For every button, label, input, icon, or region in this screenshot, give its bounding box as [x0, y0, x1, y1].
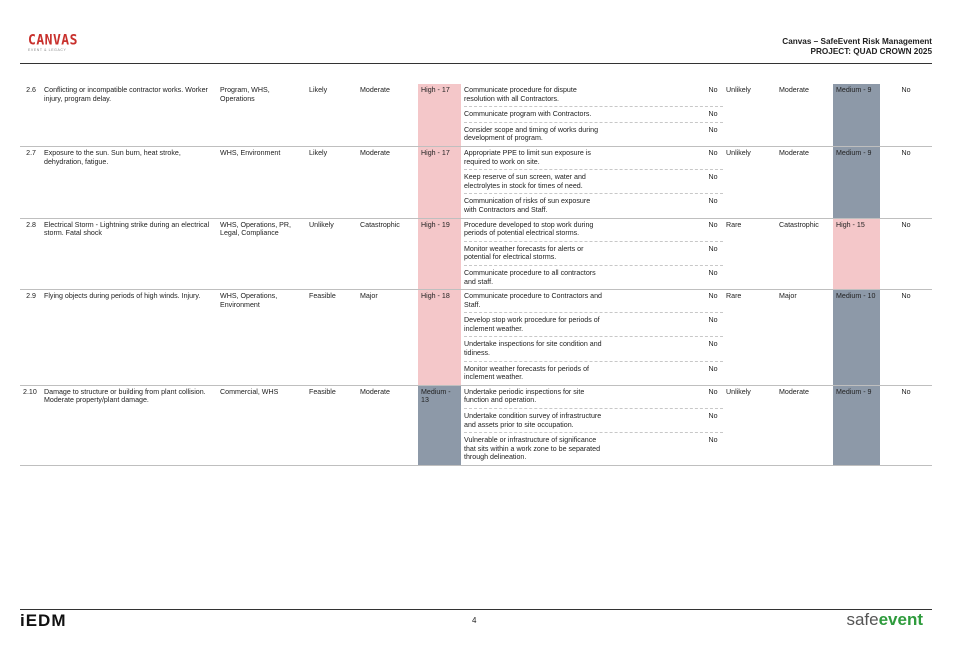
- risk-category: WHS, Operations, Environment: [217, 290, 306, 386]
- inherent-likelihood: Feasible: [306, 290, 357, 386]
- controls-cell: [461, 218, 723, 290]
- control-item: [464, 388, 723, 409]
- risk-accepted: No: [880, 218, 932, 290]
- risk-accepted: No: [880, 84, 932, 146]
- control-effective: No: [708, 436, 718, 445]
- control-text: Appropriate PPE to limit sun exposure is required to work on site.: [464, 148, 591, 166]
- control-text: Undertake condition survey of infrastructure and assets prior to site occupation.: [464, 412, 602, 429]
- residual-rating: High - 15: [833, 218, 880, 290]
- inherent-likelihood: Unlikely: [306, 218, 357, 290]
- risk-table: [20, 84, 932, 466]
- hazard-description: Conflicting or incompatible contractor works. Worker injury, program delay.: [41, 84, 217, 146]
- residual-consequence: Moderate: [776, 84, 833, 146]
- control-item: [464, 436, 723, 465]
- risk-category: WHS, Environment: [217, 146, 306, 218]
- control-item: [464, 221, 723, 242]
- risk-category: Commercial, WHS: [217, 385, 306, 465]
- risk-number: 2.9: [20, 290, 41, 386]
- iedm-logo: iEDM: [20, 611, 67, 630]
- inherent-rating: High - 18: [418, 290, 461, 386]
- control-item: [464, 173, 723, 194]
- risk-accepted: No: [880, 290, 932, 386]
- inherent-consequence: Moderate: [357, 146, 418, 218]
- control-item: [464, 340, 723, 361]
- residual-rating: Medium - 9: [833, 84, 880, 146]
- project-name: PROJECT: QUAD CROWN 2025: [810, 47, 932, 56]
- inherent-rating: High - 19: [418, 218, 461, 290]
- control-text: Communicate procedure for dispute resolution with all Contractors.: [464, 86, 577, 103]
- risk-accepted: No: [880, 385, 932, 465]
- control-effective: No: [708, 220, 718, 229]
- control-text: Undertake inspections for site condition and tidiness.: [464, 340, 602, 358]
- risk-category: Program, WHS, Operations: [217, 84, 306, 146]
- control-effective: No: [708, 86, 718, 94]
- residual-consequence: Moderate: [776, 385, 833, 465]
- controls-cell: [461, 84, 723, 146]
- control-effective: No: [708, 340, 718, 349]
- risk-category: WHS, Operations, PR, Legal, Compliance: [217, 218, 306, 290]
- control-item: [464, 110, 723, 123]
- residual-likelihood: Unlikely: [723, 146, 776, 218]
- control-effective: No: [708, 316, 718, 325]
- control-text: Communication of risks of sun exposure with Contractors and Staff.: [464, 197, 591, 214]
- residual-likelihood: Rare: [723, 290, 776, 386]
- control-text: Monitor weather forecasts for periods of inclement weather.: [464, 364, 589, 382]
- control-effective: No: [708, 125, 718, 134]
- residual-rating: Medium - 9: [833, 146, 880, 218]
- inherent-rating: High - 17: [418, 146, 461, 218]
- inherent-consequence: Moderate: [357, 84, 418, 146]
- control-effective: No: [708, 364, 718, 373]
- residual-likelihood: Rare: [723, 218, 776, 290]
- hazard-description: Flying objects during periods of high winds. Injury.: [41, 290, 217, 386]
- control-text: Communicate procedure to Contractors and Staff.: [464, 292, 603, 309]
- control-text: Monitor weather forecasts for alerts or potential for electrical storms.: [464, 244, 584, 262]
- risk-number: 2.6: [20, 84, 41, 146]
- control-effective: No: [708, 148, 718, 157]
- control-effective: No: [708, 197, 718, 206]
- control-item: [464, 86, 723, 107]
- residual-consequence: Major: [776, 290, 833, 386]
- control-item: [464, 412, 723, 433]
- control-effective: No: [708, 412, 718, 421]
- controls-cell: [461, 385, 723, 465]
- residual-rating: Medium - 9: [833, 385, 880, 465]
- control-effective: No: [708, 268, 718, 277]
- inherent-rating: High - 17: [418, 84, 461, 146]
- control-effective: No: [708, 244, 718, 253]
- document-header: [782, 37, 932, 57]
- control-item: [464, 197, 723, 217]
- control-effective: No: [708, 173, 718, 182]
- control-text: Communicate procedure to all contractors and staff.: [464, 268, 596, 286]
- control-item: [464, 149, 723, 170]
- control-text: Vulnerable or infrastructure of significance that sits within a work zone to be separated through delineation.: [464, 436, 601, 462]
- control-text: Consider scope and timing of works during development of program.: [464, 125, 599, 143]
- hazard-description: Exposure to the sun. Sun burn, heat stroke, dehydration, fatigue.: [41, 146, 217, 218]
- canvas-logo: CANVAS EVENT & LEGACY: [28, 32, 78, 52]
- residual-likelihood: Unlikely: [723, 84, 776, 146]
- page-number: 4: [472, 616, 477, 625]
- residual-consequence: Moderate: [776, 146, 833, 218]
- inherent-likelihood: Likely: [306, 146, 357, 218]
- control-item: [464, 269, 723, 289]
- control-effective: No: [708, 292, 718, 301]
- controls-cell: [461, 290, 723, 386]
- table-row: [20, 146, 932, 218]
- controls-cell: [461, 146, 723, 218]
- residual-consequence: Catastrophic: [776, 218, 833, 290]
- risk-accepted: No: [880, 146, 932, 218]
- control-item: [464, 365, 723, 385]
- inherent-consequence: Moderate: [357, 385, 418, 465]
- hazard-description: Electrical Storm - Lightning strike during an electrical storm. Fatal shock: [41, 218, 217, 290]
- inherent-consequence: Major: [357, 290, 418, 386]
- control-item: [464, 292, 723, 313]
- footer-divider: [20, 609, 932, 610]
- inherent-likelihood: Feasible: [306, 385, 357, 465]
- control-effective: No: [708, 387, 718, 396]
- risk-number: 2.8: [20, 218, 41, 290]
- inherent-rating: Medium - 13: [418, 385, 461, 465]
- control-text: Communicate program with Contractors.: [464, 110, 592, 119]
- table-row: [20, 84, 932, 146]
- control-text: Keep reserve of sun screen, water and electrolytes in stock for times of need.: [464, 173, 586, 190]
- control-text: Procedure developed to stop work during periods of potential electrical storms.: [464, 220, 594, 238]
- control-item: [464, 245, 723, 266]
- table-row: [20, 290, 932, 386]
- table-row: [20, 218, 932, 290]
- document-title: Canvas – SafeEvent Risk Management: [782, 37, 932, 46]
- control-item: [464, 126, 723, 146]
- control-text: Undertake periodic inspections for site function and operation.: [464, 387, 585, 405]
- header-divider: [20, 63, 932, 64]
- risk-number: 2.10: [20, 385, 41, 465]
- residual-rating: Medium - 10: [833, 290, 880, 386]
- inherent-consequence: Catastrophic: [357, 218, 418, 290]
- hazard-description: Damage to structure or building from plant collision. Moderate property/plant damage.: [41, 385, 217, 465]
- safeevent-logo: safeevent: [846, 610, 923, 629]
- control-effective: No: [708, 110, 718, 119]
- residual-likelihood: Unlikely: [723, 385, 776, 465]
- risk-number: 2.7: [20, 146, 41, 218]
- control-text: Develop stop work procedure for periods of inclement weather.: [464, 316, 600, 333]
- control-item: [464, 316, 723, 337]
- table-row: [20, 385, 932, 465]
- inherent-likelihood: Likely: [306, 84, 357, 146]
